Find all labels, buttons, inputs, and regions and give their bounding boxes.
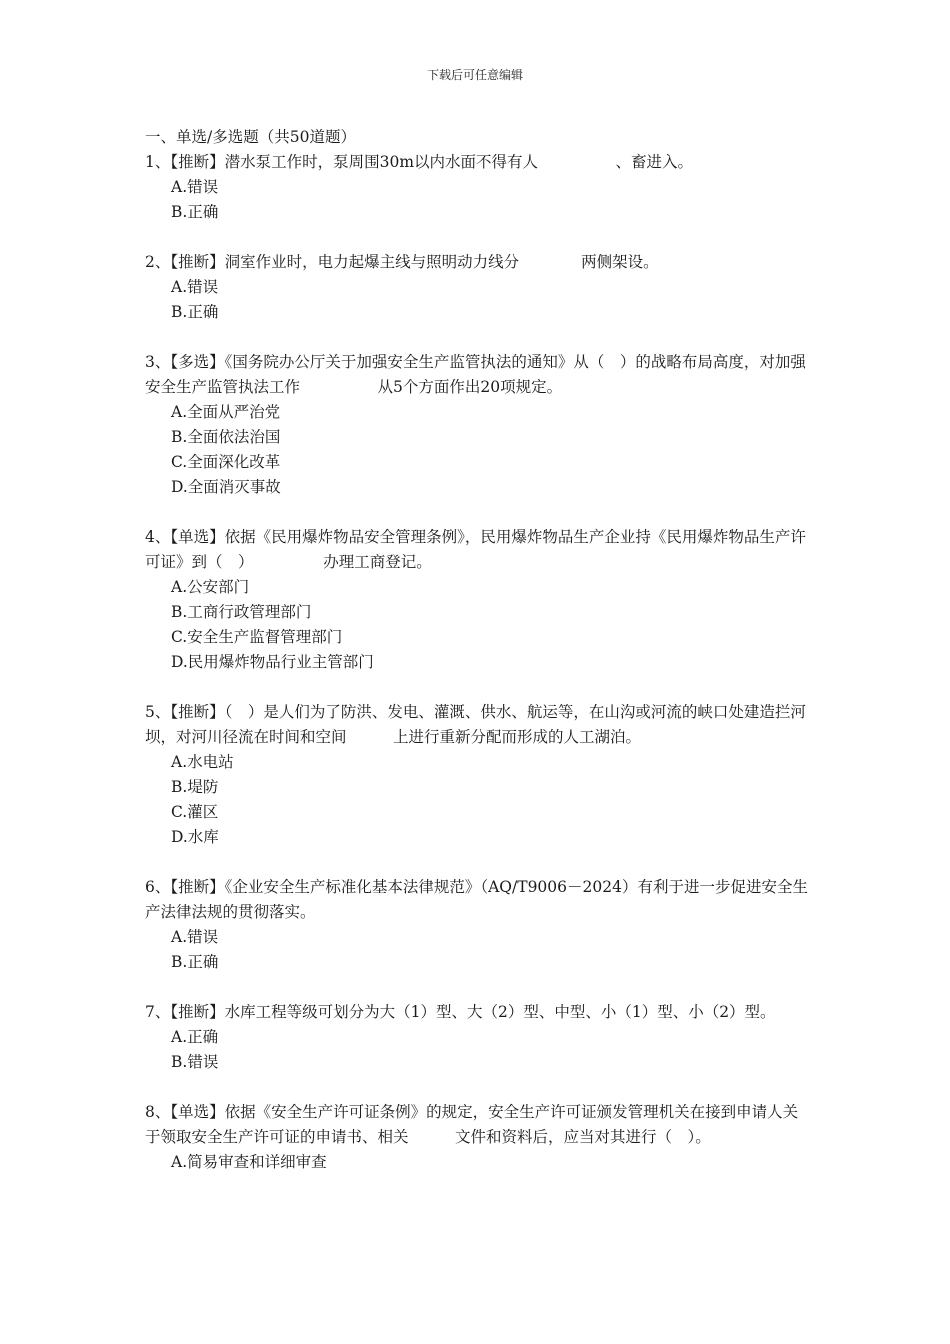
question-7 (145, 1000, 810, 1075)
option-list (145, 750, 810, 850)
question-5 (145, 700, 810, 850)
option-item: B.全面依法治国 (171, 428, 281, 446)
option-list (145, 575, 810, 675)
question-stem: 6、【推断】《企业安全生产标准化基本法律规范》（AQ/T9006－2024）有利于进一步促进安全生产法律法规的贯彻落实。 (145, 878, 808, 921)
option-list (145, 1150, 810, 1175)
option-item: B.正确 (171, 953, 219, 971)
option-item: B.堤防 (171, 778, 219, 796)
page-header: 下载后可任意编辑 (426, 68, 523, 82)
option-item: C.灌区 (171, 803, 219, 821)
question-2 (145, 250, 810, 325)
option-item: A.全面从严治党 (171, 403, 281, 421)
question-list (145, 150, 810, 1175)
option-item: A.错误 (171, 178, 219, 196)
option-list (145, 925, 810, 975)
option-item: B.正确 (171, 203, 219, 221)
option-list (145, 1025, 810, 1075)
question-8 (145, 1100, 810, 1175)
option-item: B.正确 (171, 303, 219, 321)
question-stem: 5、【推断】（ ）是人们为了防洪、发电、灌溉、供水、航运等，在山沟或河流的峡口处建造拦河坝，对河川径流在时间和空间 上进行重新分配而形成的人工湖泊。 (145, 703, 806, 746)
option-item: C.全面深化改革 (171, 453, 281, 471)
question-1 (145, 150, 810, 225)
question-stem: 1、【推断】潜水泵工作时，泵周围30m以内水面不得有人 、畜进入。 (145, 153, 694, 171)
question-stem: 3、【多选】《国务院办公厅关于加强安全生产监管执法的通知》从（ ）的战略布局高度，对加强安全生产监管执法工作 从5个方面作出20项规定。 (145, 353, 806, 396)
question-stem: 4、【单选】依据《民用爆炸物品安全管理条例》，民用爆炸物品生产企业持《民用爆炸物品生产许可证》到（ ） 办理工商登记。 (145, 528, 806, 571)
option-list (145, 400, 810, 500)
question-4 (145, 525, 810, 675)
option-list (145, 175, 810, 225)
option-item: C.安全生产监督管理部门 (171, 628, 343, 646)
option-list (145, 275, 810, 325)
option-item: A.水电站 (171, 753, 234, 771)
option-item: A.正确 (171, 1028, 219, 1046)
document-body (145, 125, 810, 1200)
question-3 (145, 350, 810, 500)
option-item: A.简易审查和详细审查 (171, 1153, 327, 1171)
option-item: A.错误 (171, 278, 219, 296)
section-title: 一、单选/多选题（共50道题） (145, 128, 356, 146)
question-stem: 8、【单选】依据《安全生产许可证条例》的规定，安全生产许可证颁发管理机关在接到申请人关于领取安全生产许可证的申请书、相关 文件和资料后，应当对其进行（ ）。 (145, 1103, 799, 1146)
option-item: D.民用爆炸物品行业主管部门 (171, 653, 374, 671)
option-item: B.工商行政管理部门 (171, 603, 312, 621)
option-item: A.公安部门 (171, 578, 250, 596)
question-6 (145, 875, 810, 975)
option-item: D.水库 (171, 828, 219, 846)
option-item: A.错误 (171, 928, 219, 946)
option-item: B.错误 (171, 1053, 219, 1071)
option-item: D.全面消灭事故 (171, 478, 281, 496)
question-stem: 7、【推断】水库工程等级可划分为大（1）型、大（2）型、中型、小（1）型、小（2）型。 (145, 1003, 776, 1021)
question-stem: 2、【推断】洞室作业时，电力起爆主线与照明动力线分 两侧架设。 (145, 253, 659, 271)
